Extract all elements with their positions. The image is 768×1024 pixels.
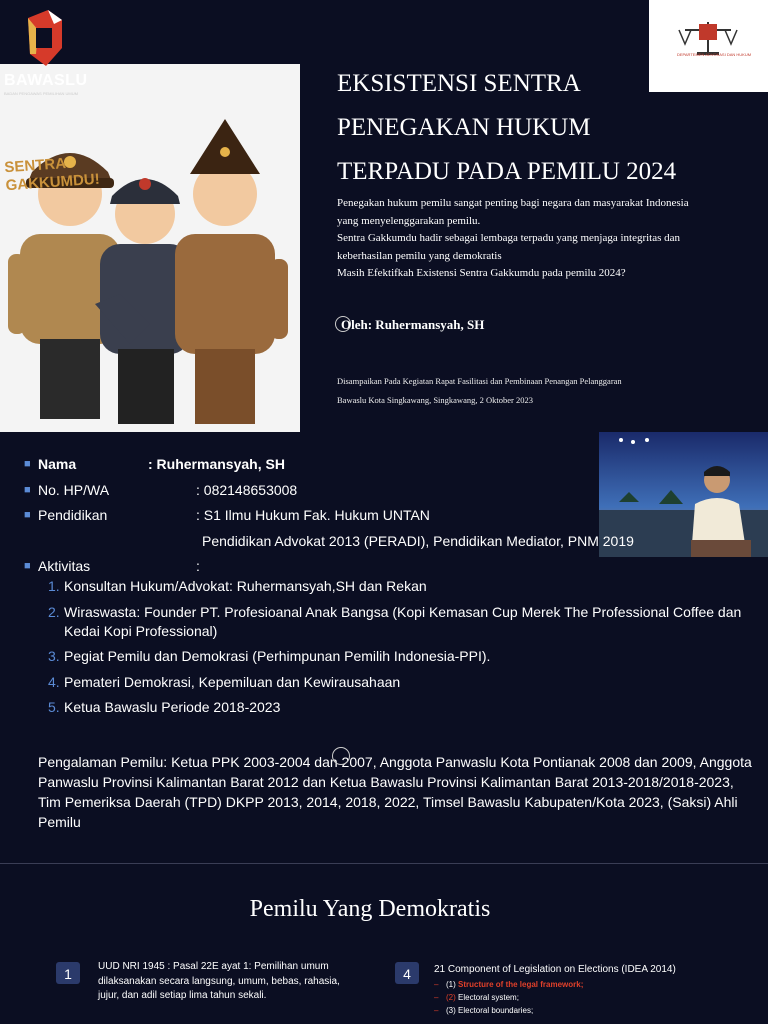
list-number: 1. [48, 578, 60, 594]
description-line: yang menyelenggarakan pemilu. [337, 214, 481, 227]
item-text: Structure of the legal framework; [455, 980, 584, 989]
legislation-components [434, 964, 754, 1017]
nama-value: : Ruhermansyah, SH [148, 456, 285, 472]
list-text: Pegiat Pemilu dan Demokrasi (Perhimpunan Pemilih Indonesia-PPI). [64, 648, 491, 664]
badge-line-2: GAKKUMDU! [5, 170, 101, 195]
nama-label: Nama [38, 456, 77, 472]
item-number: (3) [446, 1006, 456, 1015]
list-item [48, 603, 748, 641]
bullet-icon: ■ [24, 483, 31, 496]
list-text: Wiraswasta: Founder PT. Profesioanal Anak Bangsa (Kopi Kemasan Cup Merek The Professional Coffee dan Kedai Kopi Professional) [64, 603, 742, 639]
slide-title: Pemilu Yang Demokratis [249, 896, 491, 922]
title-line-1: EKSISTENSI SENTRA [337, 70, 581, 97]
list-item [48, 698, 748, 717]
pendidikan-label: Pendidikan [38, 507, 108, 523]
list-number: 5. [48, 699, 60, 715]
profile-row-pendidikan-2 [38, 529, 634, 555]
bawaslu-emblem-icon [2, 6, 122, 76]
author-name: Oleh: Ruhermansyah, SH [341, 317, 485, 332]
cursor-ring-icon [332, 747, 350, 765]
profile-row-nama [24, 452, 285, 478]
author-line [335, 316, 484, 333]
title-line-2: PENEGAKAN HUKUM [337, 114, 591, 141]
hp-label: No. HP/WA [38, 481, 110, 498]
bullet-icon: ■ [24, 560, 31, 572]
presentation-title [337, 62, 676, 194]
list-item [434, 978, 754, 991]
list-text: Pemateri Demokrasi, Kepemiluan dan Kewirausahaan [64, 673, 401, 690]
description-line: Sentra Gakkumdu hadir sebagai lembaga terpadu yang menjaga integritas dan [337, 232, 681, 244]
item-number: (2) [446, 993, 456, 1002]
footer-line: Disampaikan Pada Kegiatan Rapat Fasilitasi dan Pembinaan Penangan Pelanggaran [337, 376, 622, 386]
list-item [48, 647, 748, 666]
list-item [434, 1004, 754, 1017]
profile-row-pendidikan [24, 503, 430, 529]
list-number: 2. [48, 603, 60, 620]
list-item [434, 991, 754, 1004]
presentation-description [337, 195, 727, 283]
bawaslu-logo-subtitle: BADAN PENGAWAS PEMILIHAN UMUM [4, 91, 78, 96]
item-text: Electoral system; [455, 993, 519, 1002]
number-box: 1 [56, 962, 80, 984]
list-item [48, 577, 748, 596]
list-number: 3. [48, 648, 60, 664]
list-number: 4. [48, 673, 60, 690]
aktivitas-label: Aktivitas [38, 558, 91, 574]
scales-of-justice-icon [649, 0, 768, 70]
slide-profile [0, 432, 768, 864]
slide-pemilu-demokratis [0, 864, 768, 1024]
bullet-icon: ■ [24, 509, 31, 521]
profile-info [24, 452, 634, 580]
constitution-text: UUD NRI 1945 : Pasal 22E ayat 1: Pemilihan umum dilaksanakan secara langsung, umum, bebas, rahasia, jujur, dan adil setiap lima tahun sekali. [98, 961, 340, 1001]
organization-logo-text: DEPARTEMEN ADVOKASI DAN HUKUM [676, 52, 752, 57]
bullet-icon: ■ [24, 458, 31, 470]
bawaslu-logo-text: BAWASLU [4, 72, 88, 89]
officers-illustration [0, 64, 300, 432]
presentation-footer [337, 372, 622, 410]
profile-row-aktivitas [24, 554, 200, 580]
list-text: Ketua Bawaslu Periode 2018-2023 [64, 699, 281, 715]
pendidikan-value-2: Pendidikan Advokat 2013 (PERADI), Pendidikan Mediator, PNM 2019 [202, 532, 634, 549]
legislation-heading: 21 Component of Legislation on Elections (IDEA 2014) [434, 964, 676, 975]
badge-line-1: SENTRA [3, 155, 67, 177]
description-line: Masih Efektifkah Existensi Sentra Gakkumdu pada pemilu 2024? [337, 267, 626, 279]
title-line-3: TERPADU PADA PEMILU 2024 [337, 158, 677, 185]
profile-row-hp [24, 478, 298, 504]
sentra-gakkumdu-badge [4, 153, 100, 195]
hp-value: : 082148653008 [196, 481, 298, 498]
description-line: Penegakan hukum pemilu sangat penting bagi negara dan masyarakat Indonesia [337, 197, 689, 209]
activities-list [48, 577, 748, 724]
slide-title [0, 0, 768, 433]
sentra-gakkumdu-illustration [0, 64, 300, 432]
pendidikan-value: : S1 Ilmu Hukum Fak. Hukum UNTAN [196, 507, 430, 523]
footer-line: Bawaslu Kota Singkawang, Singkawang, 2 Oktober 2023 [337, 395, 533, 405]
aktivitas-colon: : [196, 558, 200, 574]
list-text: Konsultan Hukum/Advokat: Ruhermansyah,SH dan Rekan [64, 578, 427, 594]
item-text: Electoral boundaries; [455, 1006, 534, 1015]
list-item [48, 673, 748, 692]
pengalaman-pemilu: Pengalaman Pemilu: Ketua PPK 2003-2004 dan 2007, Anggota Panwaslu Kota Pontianak 2008 dan 2009, Anggota Panwaslu Provinsi Kalimantan Barat 2012 dan Ketua Bawaslu Provinsi Kalimantan Barat 2013-2018/2018-2023, Tim Pemeriksa Daerah (TPD) DKPP 2013, 2014, 2018, 2022, Timsel Bawaslu Kabupaten/Kota 2023, (Saksi) Ahli Pemilu [38, 754, 752, 830]
item-number: (1) [446, 980, 456, 989]
number-box: 4 [395, 962, 419, 984]
description-line: keberhasilan pemilu yang demokratis [337, 249, 502, 262]
